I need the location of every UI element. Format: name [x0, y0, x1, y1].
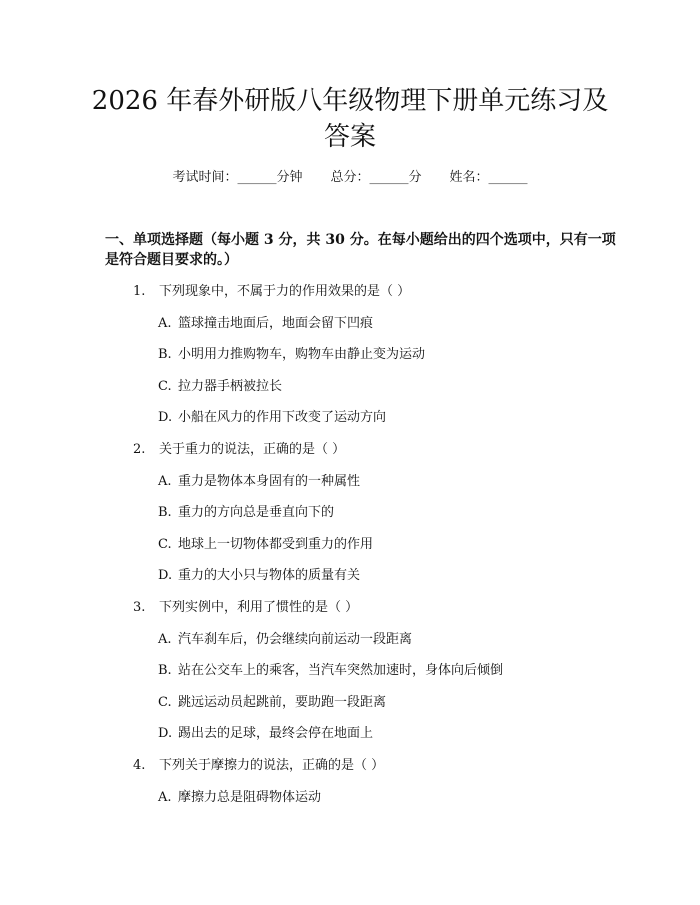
total-score-label: 总分：______分: [330, 170, 422, 185]
option-letter: D.: [158, 568, 173, 583]
option-text: 地球上一切物体都受到重力的作用: [178, 537, 374, 552]
question-3-option-a: [158, 631, 412, 649]
question-number: 4.: [133, 758, 146, 773]
question-1-option-b: [158, 346, 425, 364]
question-text: 下列实例中，利用了惯性的是（ ）: [159, 600, 359, 615]
option-text: 跳远运动员起跳前，要助跑一段距离: [178, 695, 387, 710]
question-3-option-b: [158, 662, 503, 680]
question-3-option-c: [158, 694, 386, 712]
question-1-option-a: [158, 315, 373, 333]
option-letter: A.: [158, 632, 172, 647]
question-text: 下列现象中，不属于力的作用效果的是（ ）: [159, 284, 411, 299]
question-text: 下列关于摩擦力的说法，正确的是（ ）: [159, 758, 385, 773]
option-text: 摩擦力总是阻碍物体运动: [178, 790, 322, 805]
question-2-option-a: [158, 473, 360, 491]
question-number: 3.: [133, 600, 146, 615]
question-2: [133, 441, 345, 459]
student-name-label: 姓名：______: [449, 170, 528, 185]
question-4-option-a: [158, 789, 321, 807]
option-letter: B.: [158, 663, 172, 678]
option-letter: C.: [158, 537, 172, 552]
question-1-option-d: [158, 409, 386, 427]
question-4: [133, 757, 384, 775]
option-text: 站在公交车上的乘客，当汽车突然加速时，身体向后倾倒: [178, 663, 504, 678]
question-2-option-d: [158, 567, 360, 585]
option-letter: D.: [158, 726, 173, 741]
option-letter: A.: [158, 316, 172, 331]
question-2-option-c: [158, 536, 373, 554]
question-number: 2.: [133, 442, 146, 457]
option-letter: C.: [158, 379, 172, 394]
option-text: 重力的大小只与物体的质量有关: [178, 568, 361, 583]
document-title-line-1: 2026 年春外研版八年级物理下册单元练习及: [91, 86, 609, 116]
option-text: 小明用力推购物车，购物车由静止变为运动: [178, 347, 426, 362]
option-letter: A.: [158, 790, 172, 805]
option-text: 拉力器手柄被拉长: [178, 379, 283, 394]
question-3-option-d: [158, 725, 373, 743]
option-text: 篮球撞击地面后，地面会留下凹痕: [178, 316, 374, 331]
option-text: 汽车刹车后，仍会继续向前运动一段距离: [178, 632, 413, 647]
option-letter: D.: [158, 410, 173, 425]
exam-info-line: [0, 169, 700, 187]
question-3: [133, 599, 358, 617]
option-text: 重力是物体本身固有的一种属性: [178, 474, 361, 489]
option-letter: C.: [158, 695, 172, 710]
option-text: 踢出去的足球，最终会停在地面上: [178, 726, 374, 741]
question-1: [133, 283, 410, 301]
question-number: 1.: [133, 284, 146, 299]
option-text: 小船在风力的作用下改变了运动方向: [178, 410, 387, 425]
section-heading-line-2: 是符合题目要求的。）: [105, 252, 238, 268]
question-text: 关于重力的说法，正确的是（ ）: [159, 442, 346, 457]
question-2-option-b: [158, 504, 334, 522]
option-letter: A.: [158, 474, 172, 489]
exam-time-label: 考试时间：______分钟: [172, 170, 303, 185]
section-heading-line-1: 一、单项选择题（每小题 3 分，共 30 分。在每小题给出的四个选项中，只有一项: [105, 232, 616, 248]
option-text: 重力的方向总是垂直向下的: [178, 505, 335, 520]
option-letter: B.: [158, 347, 172, 362]
question-1-option-c: [158, 378, 282, 396]
document-title-line-2: 答案: [323, 122, 376, 152]
option-letter: B.: [158, 505, 172, 520]
